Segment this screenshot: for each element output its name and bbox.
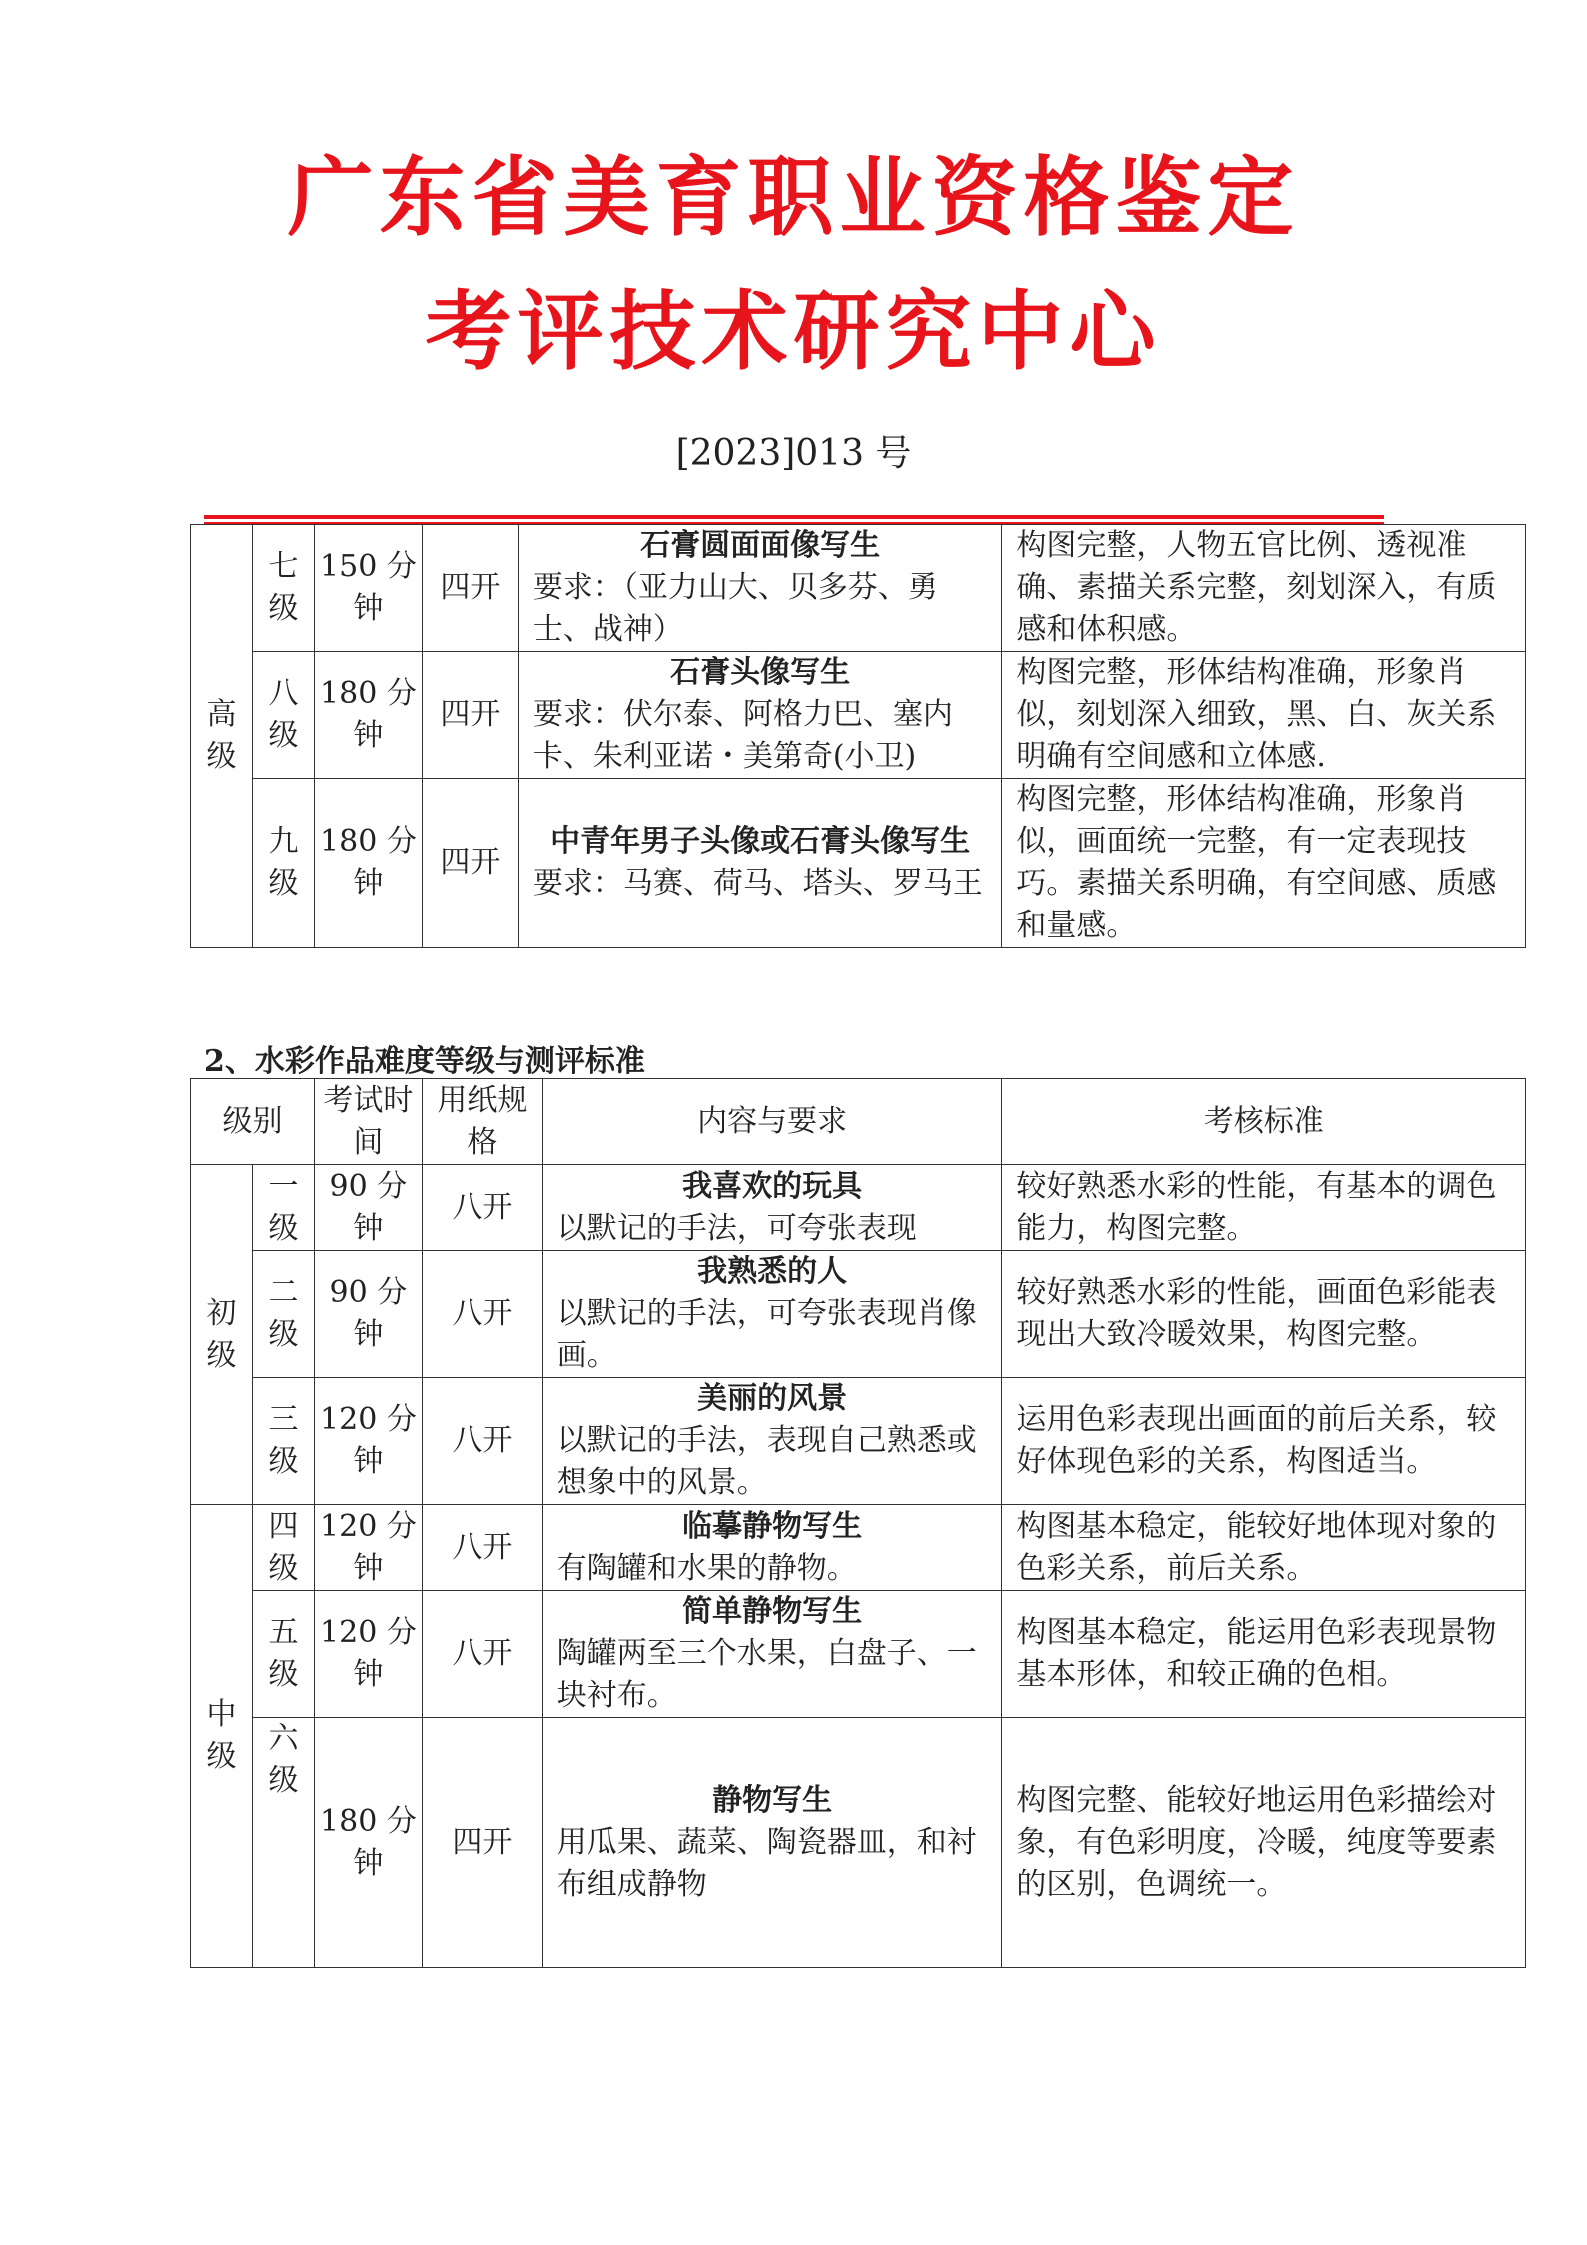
- content-cell: [542, 1378, 1002, 1505]
- standard-cell: 构图基本稳定，能较好地体现对象的色彩关系，前后关系。: [1002, 1505, 1526, 1591]
- time-cell: 90 分钟: [314, 1251, 422, 1378]
- item-requirement: 要求：马赛、荷马、塔头、罗马王: [532, 866, 983, 901]
- item-requirement: 陶罐两至三个水果，白盘子、一块衬布。: [556, 1636, 977, 1713]
- item-title: 简单静物写生: [682, 1594, 863, 1629]
- table-row: [191, 1378, 1526, 1505]
- paper-cell: 八开: [422, 1591, 542, 1718]
- item-requirement: 要求：（亚力山大、贝多芬、勇士、战神）: [532, 570, 938, 647]
- org-title-line1: 广东省美育职业资格鉴定: [287, 147, 1300, 248]
- item-requirement: 以默记的手法，表现自己熟悉或想象中的风景。: [556, 1423, 977, 1500]
- header-standard: 考核标准: [1002, 1079, 1526, 1165]
- time-cell: 180 分钟: [314, 1718, 422, 1968]
- level-cell: 二级: [252, 1251, 314, 1378]
- content-cell: [542, 1718, 1002, 1968]
- table-row: [191, 1718, 1526, 1968]
- header-content: 内容与要求: [542, 1079, 1002, 1165]
- content-cell: [518, 779, 1002, 948]
- content-cell: [542, 1591, 1002, 1718]
- item-title: 静物写生: [712, 1782, 833, 1818]
- item-title: 我熟悉的人: [697, 1254, 848, 1289]
- item-title: 临摹静物写生: [682, 1508, 863, 1544]
- item-requirement: 用瓜果、蔬菜、陶瓷器皿，和衬布组成静物: [556, 1824, 977, 1902]
- standard-cell: 构图完整、能较好地运用色彩描绘对象，有色彩明度，冷暖，纯度等要素的区别，色调统一。: [1002, 1718, 1526, 1968]
- level-cell: 八级: [252, 652, 314, 779]
- paper-cell: 八开: [422, 1251, 542, 1378]
- level-group-cell: 高级: [191, 525, 253, 948]
- level-cell: 五级: [252, 1591, 314, 1718]
- standard-cell: 运用色彩表现出画面的前后关系，较好体现色彩的关系，构图适当。: [1002, 1378, 1526, 1505]
- paper-cell: 四开: [422, 652, 518, 779]
- paper-cell: 四开: [422, 525, 518, 652]
- header-paper: 用纸规格: [422, 1079, 542, 1165]
- item-requirement: 有陶罐和水果的静物。: [556, 1550, 857, 1586]
- content-cell: [542, 1165, 1002, 1251]
- content-cell: [518, 652, 1002, 779]
- table-row: [191, 1251, 1526, 1378]
- standard-cell: 构图完整，形体结构准确，形象肖似，刻划深入细致，黑、白、灰关系明确有空间感和立体感.: [1002, 652, 1526, 779]
- time-cell: 180 分钟: [314, 779, 422, 948]
- time-cell: 120 分钟: [314, 1505, 422, 1591]
- document-number: [2023]013 号: [675, 433, 912, 474]
- paper-cell: 八开: [422, 1505, 542, 1591]
- watercolor-table: [190, 1078, 1526, 1968]
- item-title: 石膏圆面面像写生: [640, 528, 881, 563]
- level-cell: 六级: [252, 1718, 314, 1968]
- header-time: 考试时间: [314, 1079, 422, 1165]
- time-cell: 150 分钟: [314, 525, 422, 652]
- item-title: 中青年男子头像或石膏头像写生: [550, 824, 971, 859]
- table-row: [191, 1591, 1526, 1718]
- table-row: [191, 1505, 1526, 1591]
- standard-cell: 较好熟悉水彩的性能，有基本的调色能力，构图完整。: [1002, 1165, 1526, 1251]
- content-cell: [542, 1505, 1002, 1591]
- item-title: 石膏头像写生: [670, 655, 851, 690]
- table-header-row: [191, 1079, 1526, 1165]
- paper-cell: 八开: [422, 1378, 542, 1505]
- level-cell: 四级: [252, 1505, 314, 1591]
- paper-cell: 八开: [422, 1165, 542, 1251]
- time-cell: 90 分钟: [314, 1165, 422, 1251]
- paper-cell: 四开: [422, 1718, 542, 1968]
- level-group-cell: 初级: [191, 1165, 253, 1505]
- content-cell: [542, 1251, 1002, 1378]
- level-cell: 七级: [252, 525, 314, 652]
- item-title: 美丽的风景: [697, 1381, 848, 1416]
- standard-cell: 构图完整，人物五官比例、透视准确、素描关系完整，刻划深入，有质感和体积感。: [1002, 525, 1526, 652]
- item-title: 我喜欢的玩具: [682, 1168, 863, 1204]
- table-row: [191, 652, 1526, 779]
- paper-cell: 四开: [422, 779, 518, 948]
- standard-cell: 构图基本稳定，能运用色彩表现景物基本形体，和较正确的色相。: [1002, 1591, 1526, 1718]
- table-row: [191, 525, 1526, 652]
- level-cell: 三级: [252, 1378, 314, 1505]
- item-requirement: 以默记的手法，可夸张表现肖像画。: [556, 1296, 977, 1373]
- time-cell: 120 分钟: [314, 1378, 422, 1505]
- sketch-advanced-table: [190, 524, 1526, 948]
- header-level: 级别: [191, 1079, 315, 1165]
- standard-cell: 较好熟悉水彩的性能，画面色彩能表现出大致冷暖效果，构图完整。: [1002, 1251, 1526, 1378]
- time-cell: 180 分钟: [314, 652, 422, 779]
- level-cell: 一级: [252, 1165, 314, 1251]
- table-row: [191, 1165, 1526, 1251]
- level-group-cell: 中级: [191, 1505, 253, 1968]
- section-heading-watercolor: 2、水彩作品难度等级与测评标准: [204, 1044, 645, 1079]
- item-requirement: 以默记的手法，可夸张表现: [556, 1210, 917, 1246]
- org-title-line2: 考评技术研究中心: [425, 281, 1162, 382]
- table-row: [191, 779, 1526, 948]
- item-requirement: 要求：伏尔泰、阿格力巴、塞内卡、朱利亚诺・美第奇(小卫): [532, 697, 953, 774]
- time-cell: 120 分钟: [314, 1591, 422, 1718]
- red-divider-top: [204, 515, 1384, 519]
- level-cell: 九级: [252, 779, 314, 948]
- standard-cell: 构图完整，形体结构准确，形象肖似，画面统一完整，有一定表现技巧。素描关系明确，有空间感、质感和量感。: [1002, 779, 1526, 948]
- content-cell: [518, 525, 1002, 652]
